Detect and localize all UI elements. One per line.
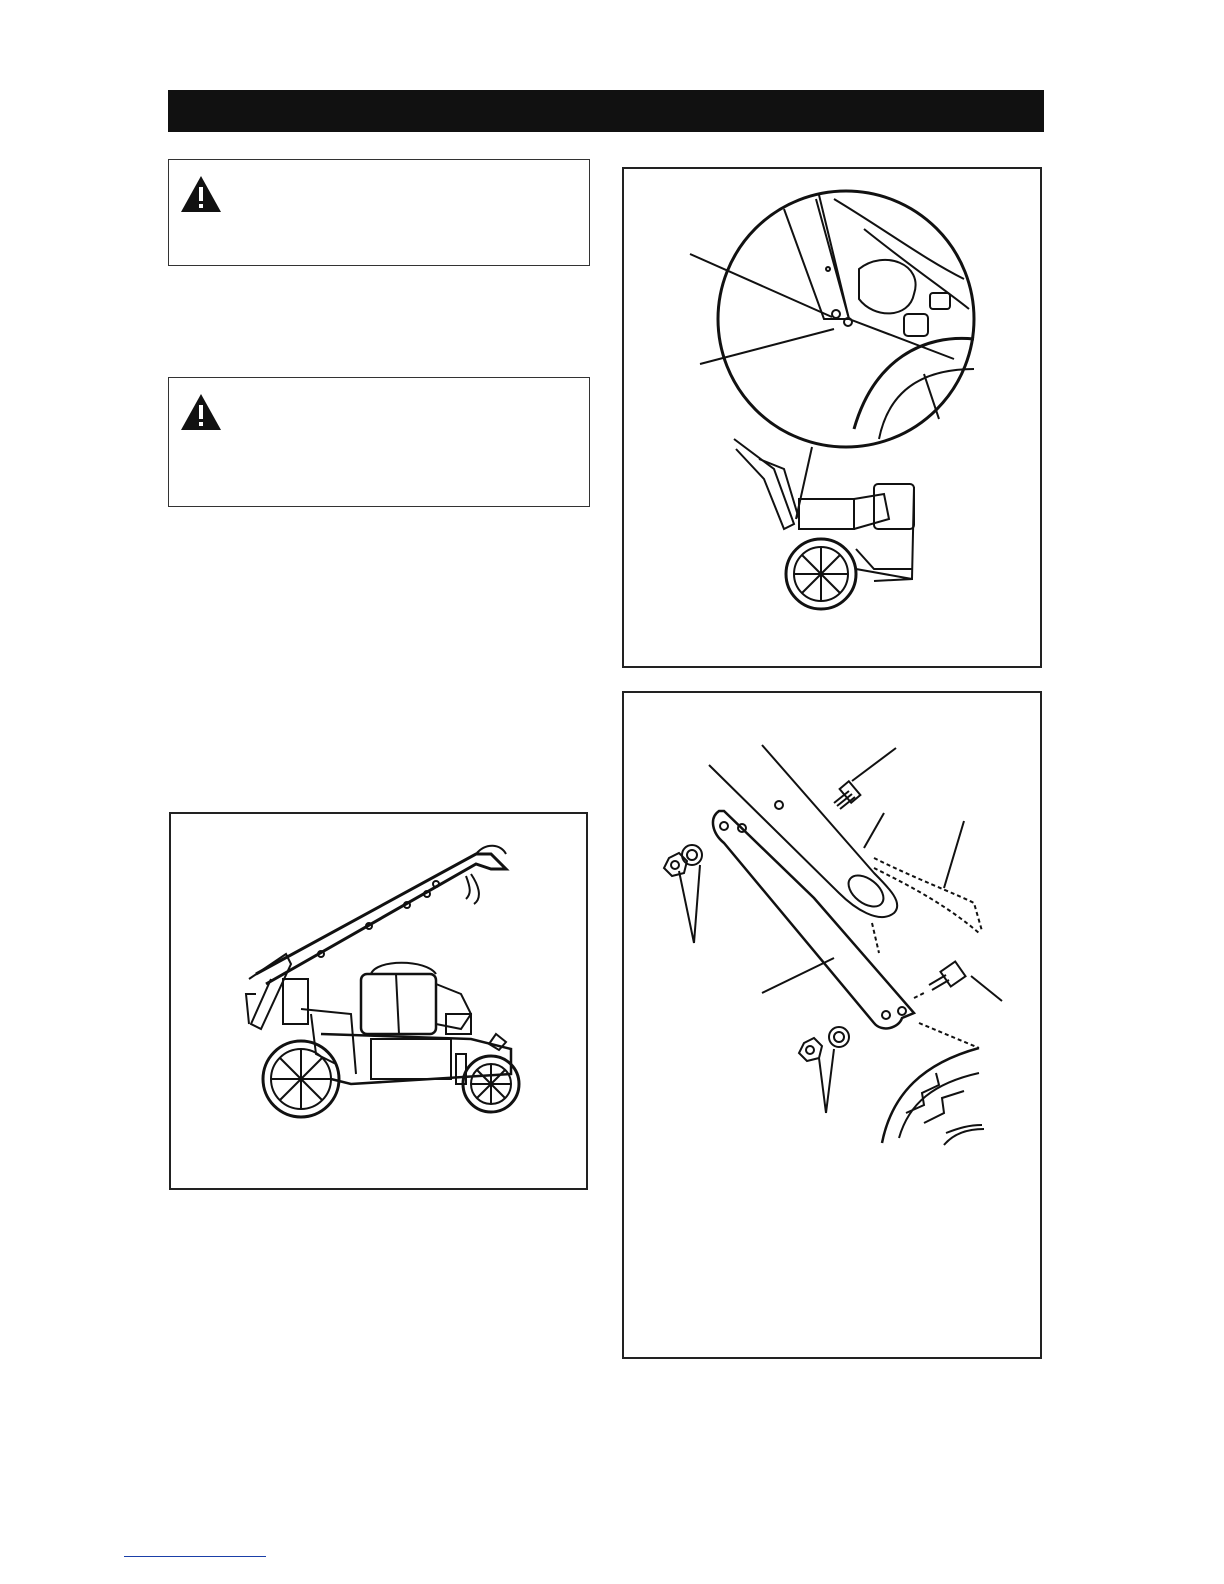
upper-bolt bbox=[834, 748, 896, 809]
warning-triangle-icon bbox=[179, 392, 223, 432]
warning-box-2 bbox=[168, 377, 590, 507]
figure-handle-exploded-assembly bbox=[622, 691, 1042, 1359]
leader-line bbox=[690, 254, 832, 317]
section-header-bar bbox=[168, 90, 1044, 132]
handle-tube bbox=[256, 854, 506, 984]
washer-nut-left bbox=[664, 845, 702, 943]
figure-mower-side-view bbox=[169, 812, 588, 1190]
exploded-assembly-illustration bbox=[624, 693, 1042, 1359]
warning-box-1 bbox=[168, 159, 590, 266]
bracket bbox=[713, 811, 914, 1028]
washer-nut-lower bbox=[799, 1027, 849, 1113]
right-bolt bbox=[929, 961, 1002, 1001]
figure-handle-bracket-detail bbox=[622, 167, 1042, 668]
tire-fragment bbox=[882, 1048, 979, 1143]
handle-tube bbox=[709, 745, 897, 917]
bracket-detail-illustration bbox=[624, 169, 1042, 668]
warning-triangle-icon bbox=[179, 174, 223, 214]
mower-side-illustration bbox=[171, 814, 588, 1190]
footer-link-rule bbox=[124, 1556, 266, 1557]
